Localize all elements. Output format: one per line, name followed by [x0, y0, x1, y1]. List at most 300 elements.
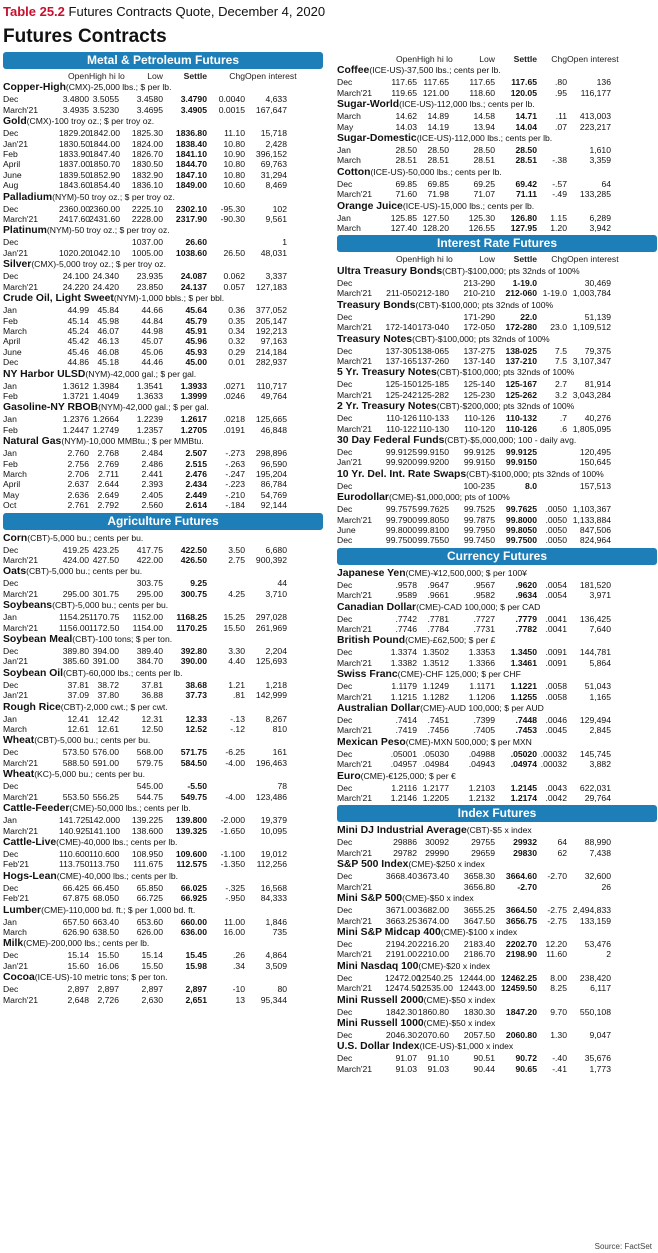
cell: 67.875 — [62, 893, 89, 904]
cell: April — [3, 479, 21, 490]
cell: .0041 — [545, 624, 567, 634]
contract-heading — [337, 132, 657, 145]
cell: 45.14 — [67, 315, 89, 326]
cell: 110.600 — [59, 848, 90, 859]
cell: .04957 — [390, 759, 417, 770]
cell: 3.4905 — [180, 104, 207, 115]
contract-spec: (CME)-$250 x index — [408, 859, 485, 870]
cell: 137-210 — [505, 355, 537, 366]
cell: Dec — [337, 579, 353, 590]
cell: 1.2617 — [180, 414, 207, 425]
cell — [59, 781, 89, 791]
cell: Dec — [3, 781, 19, 792]
cell: 24.137 — [180, 281, 207, 292]
contract-name: Oats — [3, 566, 27, 578]
cell: 1.3366 — [468, 657, 495, 668]
cell: 11.10 — [224, 128, 245, 139]
cell: March'21 — [337, 288, 373, 299]
table-row — [337, 346, 657, 356]
cell: .7727 — [473, 613, 495, 624]
cell: 26.60 — [185, 237, 207, 248]
cell: 1843.60 — [59, 180, 91, 191]
cell: 1826.70 — [131, 149, 163, 160]
table-row — [3, 680, 323, 690]
table-row — [3, 159, 323, 169]
contract-heading — [337, 333, 657, 346]
cell: 97,163 — [260, 336, 287, 347]
contract-name: Gold — [3, 116, 27, 128]
cell: March'21 — [337, 915, 373, 926]
cell: 1.30 — [550, 1029, 567, 1040]
table-row — [3, 893, 323, 903]
cell: 45.91 — [185, 325, 207, 336]
table-row — [337, 983, 657, 993]
cell: March'21 — [337, 624, 373, 634]
cell: 626.90 — [62, 926, 89, 937]
cell: 2198.90 — [505, 949, 537, 960]
cell: .34 — [233, 960, 245, 971]
cell: 161 — [272, 747, 287, 758]
cell: 14.62 — [395, 111, 417, 122]
cell: .9620 — [515, 579, 537, 590]
cell: Dec — [337, 535, 353, 546]
cell: .26 — [233, 950, 245, 961]
table-row — [3, 414, 323, 424]
cell: 140.925 — [59, 825, 91, 836]
table-row — [337, 871, 657, 881]
cell: 99.7575 — [385, 504, 417, 515]
cell: Dec — [3, 578, 19, 589]
column-header: High hi lo — [89, 71, 125, 81]
column-header: Open interest — [567, 254, 619, 265]
cell: 6,117 — [590, 983, 611, 994]
cell: 141.725 — [59, 815, 91, 826]
cell: 99.7875 — [463, 514, 495, 525]
cell: 1847.40 — [89, 149, 121, 160]
cell: 413,003 — [579, 111, 611, 122]
table-row — [337, 145, 657, 155]
contract-spec: (CME)-$100 x index — [440, 926, 518, 937]
left-column — [3, 50, 323, 1005]
cell: 8.00 — [550, 972, 567, 983]
cell: .80 — [555, 77, 567, 88]
contract-heading — [3, 836, 323, 849]
cell: 2.441 — [141, 468, 163, 479]
cell: Dec — [3, 237, 19, 248]
contract-name: Mini Nasdaq 100 — [337, 960, 419, 972]
cell: 88,990 — [584, 837, 611, 848]
cell: 69.42 — [515, 178, 537, 189]
cell: 137-140 — [463, 355, 495, 366]
cell: Jan'21 — [3, 138, 29, 149]
cell: 1,218 — [265, 679, 287, 690]
table-row — [3, 459, 323, 469]
cell: 1,133,884 — [572, 514, 611, 525]
cell: 45.46 — [67, 346, 89, 357]
cell: Dec — [337, 1029, 353, 1040]
cell: 13 — [235, 994, 245, 1005]
cell: Feb — [3, 149, 18, 160]
cell: 2.476 — [185, 468, 207, 479]
cell: 1847.20 — [505, 1006, 537, 1017]
section-band: Metal & Petroleum Futures — [3, 52, 323, 69]
cell — [537, 481, 567, 491]
contract-spec: (CME)-40,000 lbs.; cents per lb. — [56, 836, 178, 847]
cell: 10.80 — [223, 169, 245, 180]
cell: 0.36 — [228, 305, 245, 316]
table-row — [3, 612, 323, 622]
column-header — [337, 254, 385, 264]
contract-spec: (CBT)-$5 x index — [466, 825, 532, 836]
column-header-group — [3, 71, 323, 81]
table-row — [337, 939, 657, 949]
cell: Dec — [337, 178, 353, 189]
cell: 1.2376 — [62, 414, 89, 425]
cell: 303.75 — [136, 578, 163, 589]
cell: 92,144 — [260, 500, 287, 511]
cell: 29,764 — [584, 793, 611, 804]
cell — [385, 312, 417, 322]
cell: 125-262 — [505, 389, 537, 400]
table-row — [3, 500, 323, 510]
cell: Dec — [3, 94, 19, 105]
cell: 137-275 — [463, 345, 495, 356]
contract-name: 5 Yr. Treasury Notes — [337, 367, 437, 379]
cell: 71.11 — [515, 189, 537, 200]
cell: 1837.00 — [59, 159, 91, 170]
cell: 110-133 — [418, 413, 449, 424]
cell: 62 — [557, 847, 567, 858]
cell: .0271 — [223, 380, 245, 391]
table-row — [3, 545, 323, 555]
cell: .9578 — [395, 579, 417, 590]
cell: 3,942 — [589, 223, 611, 234]
cell: 118.60 — [469, 87, 495, 98]
contract-name: Soybean Oil — [3, 667, 64, 679]
cell: Feb'21 — [3, 893, 30, 904]
cell: 46.08 — [97, 346, 119, 357]
cell: 80 — [277, 984, 287, 995]
table-row — [3, 555, 323, 565]
cell: 26.50 — [223, 247, 245, 258]
cell: March'21 — [3, 555, 39, 565]
contract-name: Cattle-Feeder — [3, 803, 70, 815]
cell: June — [3, 346, 22, 357]
cell: 2.768 — [97, 448, 119, 459]
cell: March — [3, 724, 27, 735]
cell: 7.5 — [555, 355, 567, 366]
cell: 1,003,784 — [572, 288, 611, 299]
cell: 1.3633 — [136, 390, 163, 401]
column-header: Settle — [183, 71, 207, 81]
contract-heading — [337, 824, 657, 837]
cell: 1,103,367 — [572, 504, 611, 515]
contract-spec: (CMX)-100 troy oz.; $ per troy oz. — [26, 116, 155, 127]
cell: 99.7500 — [385, 535, 417, 546]
cell: 66.025 — [180, 882, 207, 893]
cell: -.950 — [225, 893, 245, 904]
table-row — [337, 77, 657, 87]
cell: .7414 — [395, 715, 417, 726]
contract-name: Wheat — [3, 735, 35, 747]
cell: .04974 — [510, 759, 537, 770]
cell: 99.7450 — [463, 535, 495, 546]
cell: March — [337, 223, 361, 234]
cell: May — [337, 121, 354, 132]
contract-heading — [3, 401, 323, 414]
cell: 99.9125 — [505, 446, 537, 457]
cell: 0.32 — [228, 336, 245, 347]
cell: 1.3933 — [180, 380, 207, 391]
table-row — [337, 783, 657, 793]
cell: 110-132 — [505, 413, 537, 424]
cell: March'21 — [337, 189, 373, 200]
contract-spec: (CBT)-100 tons; $ per ton. — [72, 634, 173, 645]
contract-spec: (CME)-AUD 100,000; $ per AUD — [420, 703, 544, 714]
contract-name: U.S. Dollar Index — [337, 1041, 420, 1053]
table-row — [3, 927, 323, 937]
cell: 1.3374 — [390, 647, 417, 658]
contract-name: Mini Russell 1000 — [337, 1017, 424, 1029]
cell: 8.25 — [550, 983, 567, 994]
cell: .7 — [559, 413, 567, 424]
cell — [417, 278, 449, 288]
table-row — [3, 826, 323, 836]
cell: 2194.20 — [385, 938, 417, 949]
cell: 1830.30 — [463, 1006, 495, 1017]
cell: March'21 — [337, 983, 373, 994]
cell: Dec — [337, 379, 353, 390]
cell: 125-230 — [463, 389, 495, 400]
cell: -.41 — [552, 1063, 567, 1074]
cell: 15.45 — [185, 950, 207, 961]
cell: 2,648 — [67, 994, 89, 1005]
table-row — [337, 179, 657, 189]
cell: 3.4800 — [62, 94, 89, 105]
cell: 12535.00 — [417, 983, 453, 994]
cell: 8,267 — [265, 713, 287, 724]
table-row — [337, 111, 657, 121]
cell: Jan — [337, 145, 351, 156]
cell: 19,012 — [260, 848, 287, 859]
table-row — [337, 725, 657, 735]
cell — [417, 312, 449, 322]
contract-spec: (NYM)-42,000 gal.; $ per gal. — [85, 368, 197, 379]
column-header: Settle — [513, 254, 537, 265]
column-header: Open — [395, 254, 417, 265]
cell: Dec — [337, 446, 353, 457]
section-band: Index Futures — [337, 805, 657, 822]
cell: .9647 — [427, 579, 449, 590]
cell: 28.51 — [427, 155, 449, 166]
cell: 91.03 — [427, 1063, 449, 1074]
cell: 172-050 — [463, 322, 495, 333]
cell: 282,937 — [255, 357, 287, 368]
cell: 2,726 — [97, 994, 119, 1005]
cell: March — [3, 468, 27, 479]
cell: 44.66 — [141, 305, 163, 316]
cell: 16.00 — [223, 926, 245, 937]
cell: 1833.90 — [59, 149, 91, 160]
cell: 117.65 — [423, 77, 449, 88]
cell: -2.75 — [547, 915, 567, 926]
cell: 12.61 — [67, 724, 89, 735]
cell: 90.72 — [515, 1053, 537, 1064]
contract-spec: (CME)-50,000 lbs.; cents per lb. — [69, 803, 191, 814]
cell: .0046 — [545, 715, 567, 726]
cell: .7405 — [473, 725, 495, 736]
cell: 12540.25 — [417, 972, 453, 983]
cell: 3655.25 — [463, 905, 495, 916]
cell: 95,344 — [260, 994, 287, 1005]
table-row — [3, 849, 323, 859]
cell: 3656.80 — [463, 881, 495, 892]
cell: 44.99 — [67, 305, 89, 316]
cell: 100-235 — [463, 480, 495, 491]
cell: 584.50 — [180, 757, 207, 768]
cell: Jan — [3, 612, 17, 623]
cell: 9.70 — [550, 1006, 567, 1017]
cell: 261,969 — [255, 622, 287, 633]
table-row — [3, 128, 323, 138]
table-row — [3, 139, 323, 149]
cell: 1.2146 — [390, 793, 417, 804]
contract-name: Treasury Bonds — [337, 299, 416, 311]
column-header: Low — [147, 71, 163, 81]
column-header: Chg — [229, 71, 245, 81]
cell: 128.20 — [422, 223, 449, 234]
cell: 45.93 — [185, 346, 207, 357]
cell: -.325 — [225, 882, 245, 893]
cell: 1.3450 — [510, 647, 537, 658]
contract-name: Ultra Treasury Bonds — [337, 265, 443, 277]
contract-heading — [337, 434, 657, 447]
contract-name: 2 Yr. Treasury Notes — [337, 401, 437, 413]
contract-name: Euro — [337, 770, 361, 782]
table-row — [3, 781, 323, 791]
cell: Aug — [3, 180, 19, 191]
cell: March'21 — [337, 514, 373, 525]
cell: 7,438 — [589, 847, 611, 858]
cell: 6,289 — [589, 212, 611, 223]
cell: 1037.00 — [131, 237, 163, 248]
table-row — [337, 213, 657, 223]
cell: 2.560 — [141, 500, 163, 511]
contract-name: Coffee — [337, 65, 370, 77]
cell: 900,392 — [255, 555, 287, 565]
cell: -2.70 — [547, 871, 567, 882]
cell: 12.42 — [97, 713, 119, 724]
cell: 116,177 — [580, 87, 611, 98]
cell: 1.1282 — [422, 691, 449, 702]
cell: 112,256 — [256, 859, 287, 870]
cell: .9634 — [515, 590, 537, 601]
cell: .0218 — [223, 414, 245, 425]
cell: 3,509 — [265, 960, 287, 971]
right-column — [337, 54, 657, 1074]
cell: 1.3382 — [390, 657, 417, 668]
cell: 1829.20 — [59, 128, 91, 139]
cell: March'21 — [337, 87, 373, 98]
cell: 1.2116 — [391, 782, 417, 793]
cell: 13.94 — [473, 121, 495, 132]
table-row — [337, 223, 657, 233]
cell: 1152.00 — [132, 612, 163, 623]
cell: 2.792 — [97, 500, 119, 511]
contract-heading — [3, 599, 323, 612]
cell: 120,495 — [579, 446, 611, 457]
cell: 556.25 — [92, 791, 119, 802]
cell: 3.4935 — [62, 104, 89, 115]
cell: Dec — [3, 882, 19, 893]
cell: 1.1255 — [510, 691, 537, 702]
cell: April — [3, 159, 21, 170]
contract-spec: (NYM)-42,000 gal.; $ per gal. — [98, 402, 209, 413]
contract-heading — [337, 468, 657, 481]
contract-name: Mexican Peso — [337, 736, 406, 748]
cell: 301.75 — [92, 588, 119, 599]
table-row — [337, 681, 657, 691]
contract-name: Cocoa — [3, 972, 35, 984]
contract-heading — [3, 701, 323, 714]
table-row — [337, 424, 657, 434]
cell: 14.03 — [395, 121, 417, 132]
cell: 1.3721 — [62, 390, 89, 401]
contract-heading — [3, 258, 323, 271]
cell: 553.50 — [62, 791, 89, 802]
table-row — [3, 149, 323, 159]
cell: 1849.00 — [175, 180, 207, 191]
cell: 0.29 — [228, 346, 245, 357]
cell: .05020 — [510, 748, 537, 759]
cell: 1844.70 — [175, 159, 207, 170]
cell: 29886 — [393, 837, 417, 848]
cell: 12.20 — [545, 938, 567, 949]
table-row — [3, 305, 323, 315]
cell: 90.51 — [473, 1053, 495, 1064]
cell: 4,633 — [265, 94, 287, 105]
table-row — [337, 973, 657, 983]
cell: 544.75 — [136, 791, 163, 802]
cell: 1841.10 — [175, 149, 207, 160]
cell: 210-210 — [463, 288, 495, 299]
cell: 45.06 — [141, 346, 163, 357]
contract-spec: (ICE-US)-112,000 lbs.; cents per lb. — [416, 133, 553, 144]
cell: 391.00 — [92, 656, 119, 667]
cell: .7742 — [395, 613, 417, 624]
cell: -.223 — [225, 479, 245, 490]
cell: 3.4580 — [136, 94, 163, 105]
cell: 389.40 — [136, 646, 163, 657]
contract-heading — [337, 366, 657, 379]
cell: 108.950 — [131, 848, 163, 859]
section-band: Interest Rate Futures — [337, 235, 657, 252]
cell: 1168.25 — [176, 612, 207, 623]
cell: 123,486 — [255, 791, 287, 802]
cell: 110.600 — [89, 848, 120, 859]
column-header: High hi lo — [417, 254, 453, 265]
cell: 110-126 — [505, 423, 537, 434]
cell: 71.60 — [395, 189, 417, 200]
table-number: Table 25.2 — [3, 4, 65, 19]
cell: Dec — [337, 413, 353, 424]
cell: 1,805,095 — [572, 423, 611, 434]
cell: 1.2664 — [92, 414, 119, 425]
contract-spec: (CME)-40,000 lbs.; cents per lb. — [56, 870, 179, 881]
contract-heading — [3, 734, 323, 747]
cell: 0.35 — [228, 315, 245, 326]
cell: 2.434 — [185, 479, 207, 490]
